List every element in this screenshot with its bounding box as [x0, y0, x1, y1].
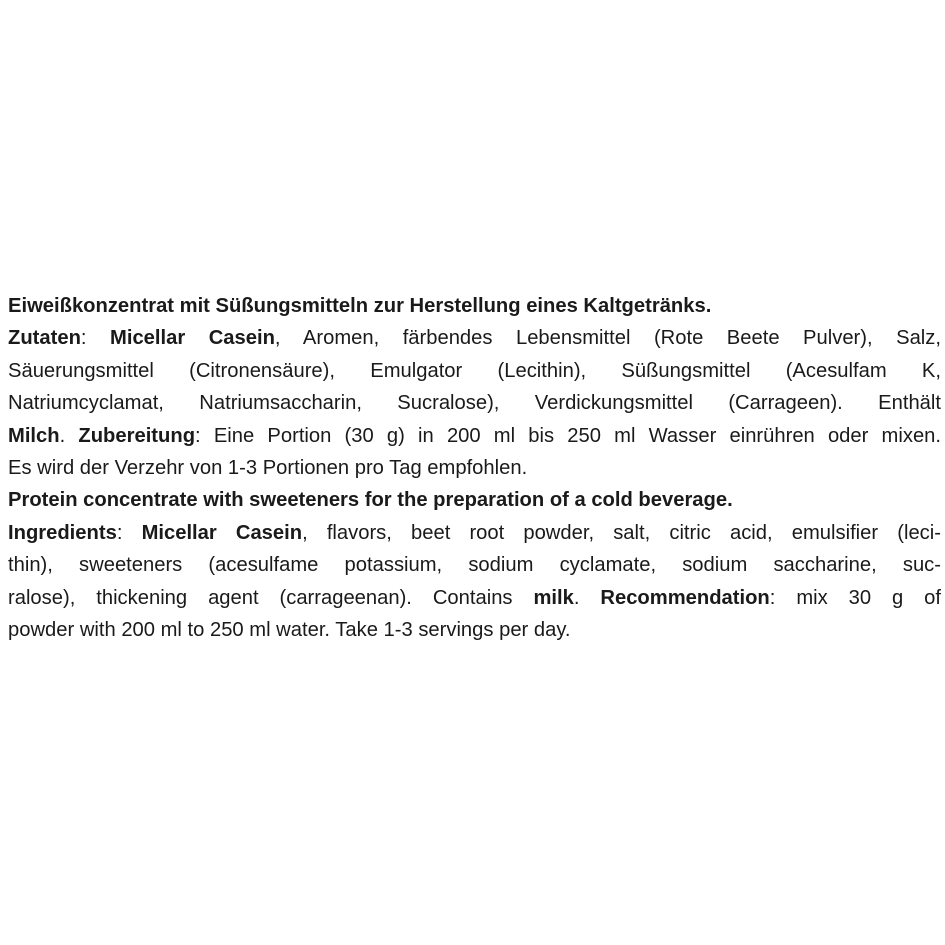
- en-ingredients-text: thin), sweeteners (acesulfame potassium, sodium cyclamate, sodium saccharine, suc-: [8, 554, 941, 577]
- en-title-text: Protein concentrate with sweeteners for the preparation of a cold beverage.: [8, 489, 733, 512]
- de-ingredients-line-1: [8, 322, 941, 354]
- de-ingredients-text: Säuerungsmittel (Citronensäure), Emulgator (Lecithin), Süßungsmittel (Acesulfam K,: [8, 359, 941, 382]
- de-product-title: [8, 290, 941, 322]
- de-ingredients-text: , Aromen, färbendes Lebensmittel (Rote Beete Pulver), Salz,: [274, 327, 941, 350]
- en-recommendation-text: : mix 30 g of: [769, 586, 941, 609]
- en-product-title: [8, 484, 941, 516]
- de-ingredients-line-3: [8, 387, 941, 419]
- de-title-text: Eiweißkonzentrat mit Süßungsmitteln zur Herstellung eines Kaltgetränks.: [8, 295, 712, 317]
- de-main-ingredient: Micellar Casein: [110, 327, 275, 350]
- de-recommendation-text: Es wird der Verzehr von 1-3 Portionen pro Tag empfohlen.: [8, 456, 528, 479]
- de-preparation-heading: Zubereitung: [78, 424, 196, 447]
- product-label-text: [8, 290, 941, 646]
- en-recommendation-text: powder with 200 ml to 250 ml water. Take 1-3 servings per day.: [8, 618, 571, 641]
- en-ingredients-heading: Ingredients: [8, 521, 117, 544]
- separator: :: [116, 521, 142, 544]
- de-preparation-line: [8, 420, 941, 452]
- en-ingredients-line-3: [8, 582, 941, 614]
- en-ingredients-text: ralose), thickening agent (carrageenan). Contains: [8, 586, 534, 609]
- en-recommendation-heading: Recommendation: [600, 586, 770, 609]
- de-ingredients-line-2: [8, 355, 941, 387]
- de-recommendation-line: [8, 452, 941, 484]
- en-main-ingredient: Micellar Casein: [141, 521, 303, 544]
- separator: :: [80, 327, 111, 350]
- de-allergen-milk: Milch: [8, 424, 60, 447]
- separator: .: [573, 586, 601, 609]
- en-ingredients-line-2: [8, 549, 941, 581]
- en-ingredients-text: , flavors, beet root powder, salt, citric acid, emulsifier (leci-: [302, 521, 941, 544]
- en-allergen-milk: milk: [533, 586, 574, 609]
- en-ingredients-line-1: [8, 517, 941, 549]
- de-ingredients-text: Natriumcyclamat, Natriumsaccharin, Sucralose), Verdickungsmittel (Carrageen). Enthält: [8, 392, 941, 415]
- de-ingredients-heading: Zutaten: [8, 327, 81, 350]
- en-recommendation-line: [8, 614, 941, 646]
- de-preparation-text: : Eine Portion (30 g) in 200 ml bis 250 ml Wasser einrühren oder mixen.: [195, 424, 942, 447]
- separator: .: [59, 424, 79, 447]
